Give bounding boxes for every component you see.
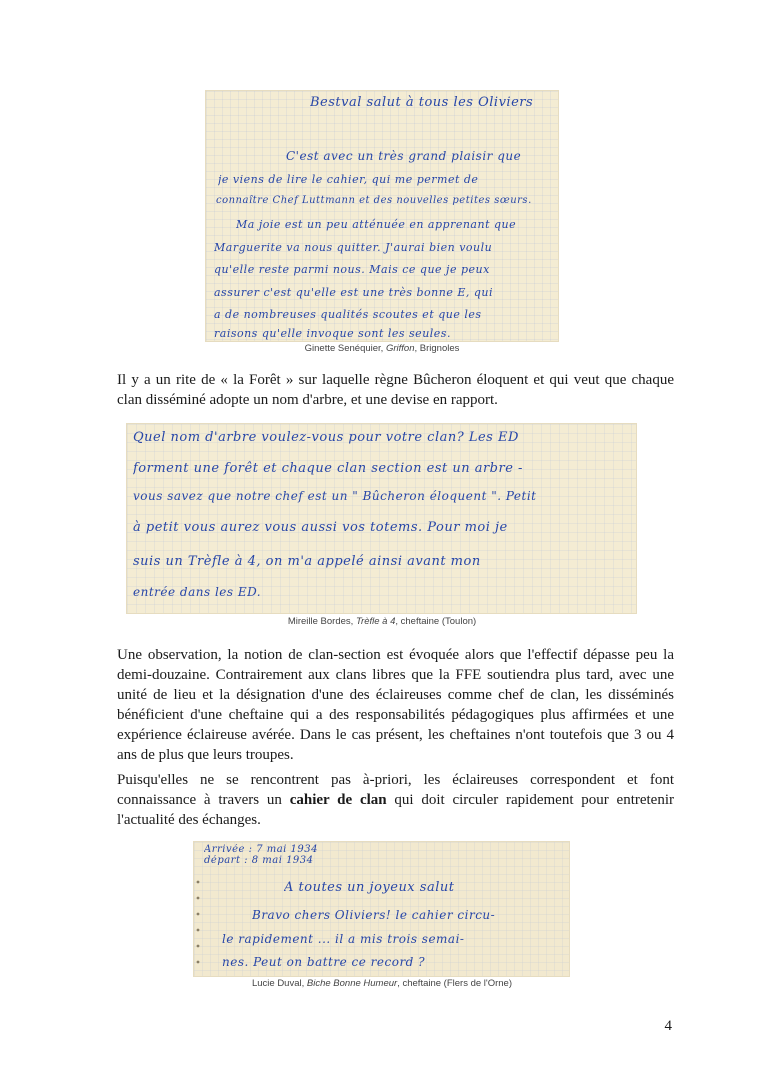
handwritten-letter-3 [193, 841, 570, 977]
graph-paper-grid [206, 91, 558, 341]
handwritten-letter-2 [126, 423, 637, 614]
caption-2 [0, 616, 764, 627]
caption-totem: Biche Bonne Humeur [306, 978, 398, 989]
text-run: qui doit circuler rapidement pour entretenir l'actualité des échanges. [117, 792, 675, 828]
text-run: Puisqu'elles ne se rencontrent pas à-priori, les éclaireuses correspondent et font connaissance à travers un [117, 772, 674, 808]
caption-author: Mireille Bordes, [287, 616, 356, 627]
letter-line: je viens de lire le cahier, qui me permet de [218, 173, 479, 186]
letter-heading: Bestval salut à tous les Oliviers [310, 95, 534, 110]
letter-line: suis un Trèfle à 4, on m'a appelé ainsi avant mon [133, 554, 481, 569]
caption-totem: Trèfle à 4 [355, 616, 396, 627]
handwritten-letter-1 [205, 90, 559, 342]
paragraph-clan-notebook [117, 770, 674, 830]
bold-term: cahier de clan [289, 792, 387, 808]
letter-line: forment une forêt et chaque clan section est un arbre - [133, 461, 523, 476]
letter-line: a de nombreuses qualités scoutes et que les [214, 308, 482, 321]
caption-totem: Griffon [385, 343, 415, 354]
letter-line: nes. Peut on battre ce record ? [222, 955, 426, 969]
paragraph-clan-section: Une observation, la notion de clan-section est évoquée alors que l'effectif dépasse peu la demi-douzaine. Contrairement aux clans libres que la FFE soutiendra plus tard, avec une unité de lieu et la désignation d'une des éclaireuses comme chef de clan, les disséminés bénéficient d'une cheftaine qui a des responsabilités pédagogiques plus affirmées et une expérience éclaireuse avérée. Dans le cas présent, les cheftaines n'ont toutefois que 3 ou 4 ans de plus que leurs troupes. [117, 647, 674, 763]
letter-line: raisons qu'elle invoque sont les seules. [214, 327, 451, 340]
letter-date-line: départ : 8 mai 1934 [204, 855, 314, 866]
letter-line: assurer c'est qu'elle est une très bonne E, qui [214, 286, 493, 299]
caption-1 [0, 343, 764, 354]
caption-3 [0, 978, 764, 989]
caption-author: Ginette Senéquier, [304, 343, 386, 354]
letter-line: le rapidement ... il a mis trois semai- [222, 932, 465, 946]
letter-line: C'est avec un très grand plaisir que [286, 149, 522, 163]
caption-place: , Brignoles [414, 343, 460, 354]
letter-line: Marguerite va nous quitter. J'aurai bien voulu [214, 241, 493, 254]
caption-place: , cheftaine (Flers de l'Orne) [397, 978, 513, 989]
caption-place: , cheftaine (Toulon) [395, 616, 477, 627]
letter-line: qu'elle reste parmi nous. Mais ce que je peux [214, 263, 490, 276]
letter-heading: A toutes un joyeux salut [284, 880, 455, 895]
letter-line: à petit vous aurez vous aussi vos totems. Pour moi je [133, 520, 508, 535]
page-number: 4 [664, 1018, 672, 1034]
letter-line: vous savez que notre chef est un " Bûcheron éloquent ". Petit [133, 489, 537, 503]
letter-line: Quel nom d'arbre voulez-vous pour votre clan? Les ED [133, 430, 519, 445]
caption-author: Lucie Duval, [251, 978, 307, 989]
letter-date-line: Arrivée : 7 mai 1934 [204, 844, 319, 855]
letter-line: Ma joie est un peu atténuée en apprenant que [236, 218, 517, 231]
letter-line: entrée dans les ED. [133, 585, 262, 599]
letter-line: Bravo chers Oliviers! le cahier circu- [252, 908, 496, 922]
paragraph-forest-rite: Il y a un rite de « la Forêt » sur laquelle règne Bûcheron éloquent et qui veut que chaque clan disséminé adopte un nom d'arbre, et une devise en rapport. [117, 372, 674, 408]
letter-line: connaître Chef Luttmann et des nouvelles petites sœurs. [216, 195, 532, 206]
